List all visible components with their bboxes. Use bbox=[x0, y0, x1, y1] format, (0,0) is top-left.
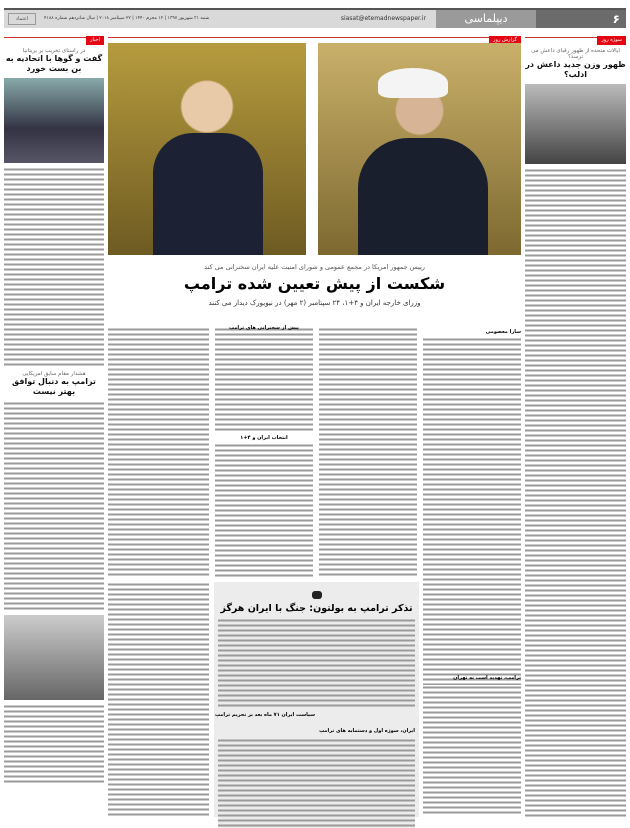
robe-shape bbox=[358, 138, 488, 255]
box-headline: تذکر ترامپ به بولتون: جنگ با ایران هرگز bbox=[220, 603, 413, 614]
box-icon bbox=[214, 584, 419, 603]
article-body bbox=[4, 401, 104, 611]
article-column bbox=[215, 327, 313, 432]
subtitle: ترامپ، تهدید است نه تهران bbox=[453, 675, 521, 681]
official-photo bbox=[4, 615, 104, 700]
story-kicker: در راستای تخریب بر بریتانیا bbox=[22, 48, 86, 54]
article-column bbox=[319, 327, 417, 577]
section-label: اخبار bbox=[86, 36, 104, 45]
main-kicker: رییس جمهور امریکا در مجمع عمومی و شورای امنیت علیه ایران سخنرانی می کند bbox=[204, 263, 425, 271]
right-column bbox=[525, 37, 626, 818]
article-column bbox=[423, 337, 521, 707]
article-column bbox=[215, 443, 313, 577]
page-number: ۶ bbox=[536, 10, 626, 28]
story-title: گفت و گوها با اتحادیه به بن بست خورد bbox=[5, 54, 103, 73]
suit-shape bbox=[153, 133, 263, 255]
article-body bbox=[4, 167, 104, 367]
sidebar-box bbox=[214, 582, 419, 817]
main-headline: شکست از پیش تعیین شده ترامپ bbox=[183, 274, 446, 293]
trump-photo bbox=[108, 43, 306, 255]
left-column bbox=[4, 37, 104, 784]
rouhani-photo bbox=[318, 43, 521, 255]
section-title: دیپلماسی bbox=[436, 10, 536, 28]
newspaper-logo: اعتماد bbox=[8, 13, 36, 25]
turban-shape bbox=[378, 68, 448, 98]
brexit-photo bbox=[4, 78, 104, 163]
byline: سارا معصومی bbox=[485, 329, 521, 335]
box-subtitle: ایران، سوژه اول و دستمایه های ترامپ bbox=[319, 728, 415, 734]
section-label: گزارش روز bbox=[489, 36, 521, 45]
subtitle: پیش از سخنرانی های ترامپ bbox=[229, 325, 299, 331]
article-body bbox=[4, 704, 104, 784]
story-title: ظهور وزن جدید داعش در ادلب؟ bbox=[525, 60, 626, 79]
page-header bbox=[4, 8, 626, 28]
issue-date: شنبه ۳۱ شهریور ۱۳۹۷ | ۱۲ محرم ۱۴۴۰ | ۲۲ سپتامبر ۲۰۱۸ | سال شانزدهم شماره ۴۱۸۸ bbox=[44, 16, 210, 21]
article-column bbox=[108, 582, 209, 817]
article-column bbox=[108, 327, 209, 577]
story-title: ترامپ به دنبال توافق بهتر نیست bbox=[12, 377, 96, 396]
isis-photo bbox=[525, 84, 626, 164]
box-body bbox=[218, 738, 415, 828]
story-kicker: ایالات متحده از ظهور رقبای داعش می ترسد؟ bbox=[531, 48, 620, 60]
subtitle: انتخاب ایران و ۴+۱ bbox=[240, 435, 288, 441]
story-kicker: هشدار مقام سابق امریکایی bbox=[22, 371, 86, 377]
section-label: سوژه روز bbox=[597, 36, 626, 45]
box-subtitle: سیاست ایران ۷۱ ماه بعد بر تحریم ترامپ bbox=[214, 712, 315, 718]
article-column bbox=[423, 685, 521, 815]
box-body bbox=[218, 618, 415, 708]
main-subhead: وزرای خارجه ایران و ۴+۱، ۲۴ سپتامبر (۲ مهر) در نیویورک دیدار می کنند bbox=[208, 299, 421, 307]
email-link[interactable]: siasat@etemadnewspaper.ir bbox=[340, 15, 426, 22]
article-body bbox=[525, 168, 626, 818]
